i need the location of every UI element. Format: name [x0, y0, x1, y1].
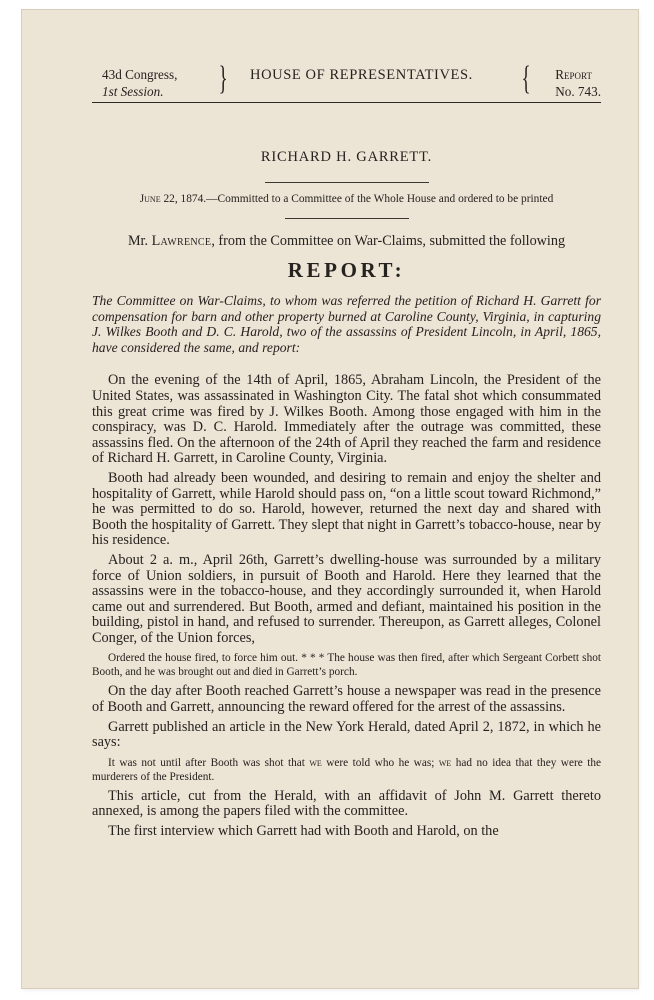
- submitted-text: , from the Committee on War-Claims, submitted the following: [211, 233, 566, 249]
- paragraph-3: About 2 a. m., April 26th, Garrett’s dwelling-house was surrounded by a military force of Union soldiers, in pursuit of Booth and Harold. Here they learned that the assassins were in the tobacco-house, and they accordingly surrounded it, when Harold came out and surrendered. But Booth, armed and defiant, maintained his position in the building, pistol in hand, and refused to surrender. Thereupon, as Garrett alleges, Colonel Conger, of the Union forces,: [92, 551, 601, 646]
- committed-rule: [285, 218, 409, 219]
- paragraph-6: This article, cut from the Herald, with an affidavit of John M. Garrett thereto annexed, is among the papers filed with the committee.: [92, 787, 601, 820]
- paragraph-4: On the day after Booth reached Garrett’s house a newspaper was read in the presence of Booth and Garrett, announcing the reward offered for the arrest of the assassins.: [92, 683, 601, 716]
- report-no: No. 743.: [555, 84, 601, 99]
- committed-note: [92, 192, 601, 206]
- paragraph-1: On the evening of the 14th of April, 1865, Abraham Lincoln, the President of the United States, was assassinated in Washington City. The fatal shot which consummated this great crime was fired by J. Wilkes Booth. Among those engaged with him in the conspiracy, was D. C. Harold. Immediately after the outrage was committed, these assassins fled. On the afternoon of the 24th of April they reached the farm and residence of Richard H. Garrett, in Caroline County, Virginia.: [92, 372, 601, 467]
- paragraph-7: The first interview which Garrett had with Booth and Harold, on the: [108, 823, 499, 840]
- report-header: [92, 58, 601, 103]
- quote-2-we-1: we: [309, 756, 322, 769]
- report-label: Report: [555, 67, 592, 82]
- quote-2-a: It was not until after Booth was shot that: [108, 756, 310, 769]
- right-brace-icon: {: [521, 60, 531, 97]
- quote-1: Ordered the house fired, to force him out. * * * The house was then fired, after which Sergeant Corbett shot Booth, and he was brought out and died in Garrett’s porch.: [92, 652, 601, 679]
- paragraph-5: Garrett published an article in the New York Herald, dated April 2, 1872, in which he says:: [92, 718, 601, 751]
- quote-2-c: had no idea that they were the murderers of the President.: [92, 756, 602, 783]
- document-page: [22, 10, 638, 988]
- congress-session: [102, 66, 177, 100]
- session-label: 1st Session.: [102, 84, 164, 99]
- report-number: [555, 66, 601, 100]
- committed-text: —Committed to a Committee of the Whole House and ordered to be printed: [206, 193, 554, 205]
- congress-label: 43d Congress,: [102, 67, 178, 82]
- submitted-line: [92, 233, 601, 250]
- committed-date: June 22, 1874.: [139, 193, 207, 205]
- left-brace-icon: }: [218, 60, 228, 97]
- quote-2: [92, 756, 601, 784]
- chamber-title: HOUSE OF REPRESENTATIVES.: [250, 67, 473, 83]
- submitter-name: Lawrence: [151, 233, 212, 249]
- submitted-prefix: Mr.: [127, 233, 152, 249]
- intro-paragraph: The Committee on War-Claims, to whom was referred the petition of Richard H. Garrett for compensation for barn and other property burned at Caroline County, Virginia, in capturing J. Wilkes Booth and D. C. Harold, two of the assassins of President Lincoln, in April, 1865, have considered the same, and report:: [92, 293, 601, 355]
- title-rule: [265, 182, 429, 183]
- quote-2-b: were told who he was;: [321, 756, 439, 769]
- paragraph-2: Booth had already been wounded, and desiring to remain and enjoy the shelter and hospitality of Garrett, while Harold should pass on, “on a little scout toward Richmond,” he was permitted to do so. Harold, however, returned the next day and shared with Booth the hospitality of Garrett. They slept that night in Garrett’s tobacco-house, near by his residence.: [92, 469, 601, 549]
- report-heading: REPORT:: [287, 258, 406, 282]
- document-title: RICHARD H. GARRETT.: [260, 149, 433, 165]
- quote-2-we-2: we: [438, 756, 452, 769]
- document-content: [92, 58, 601, 840]
